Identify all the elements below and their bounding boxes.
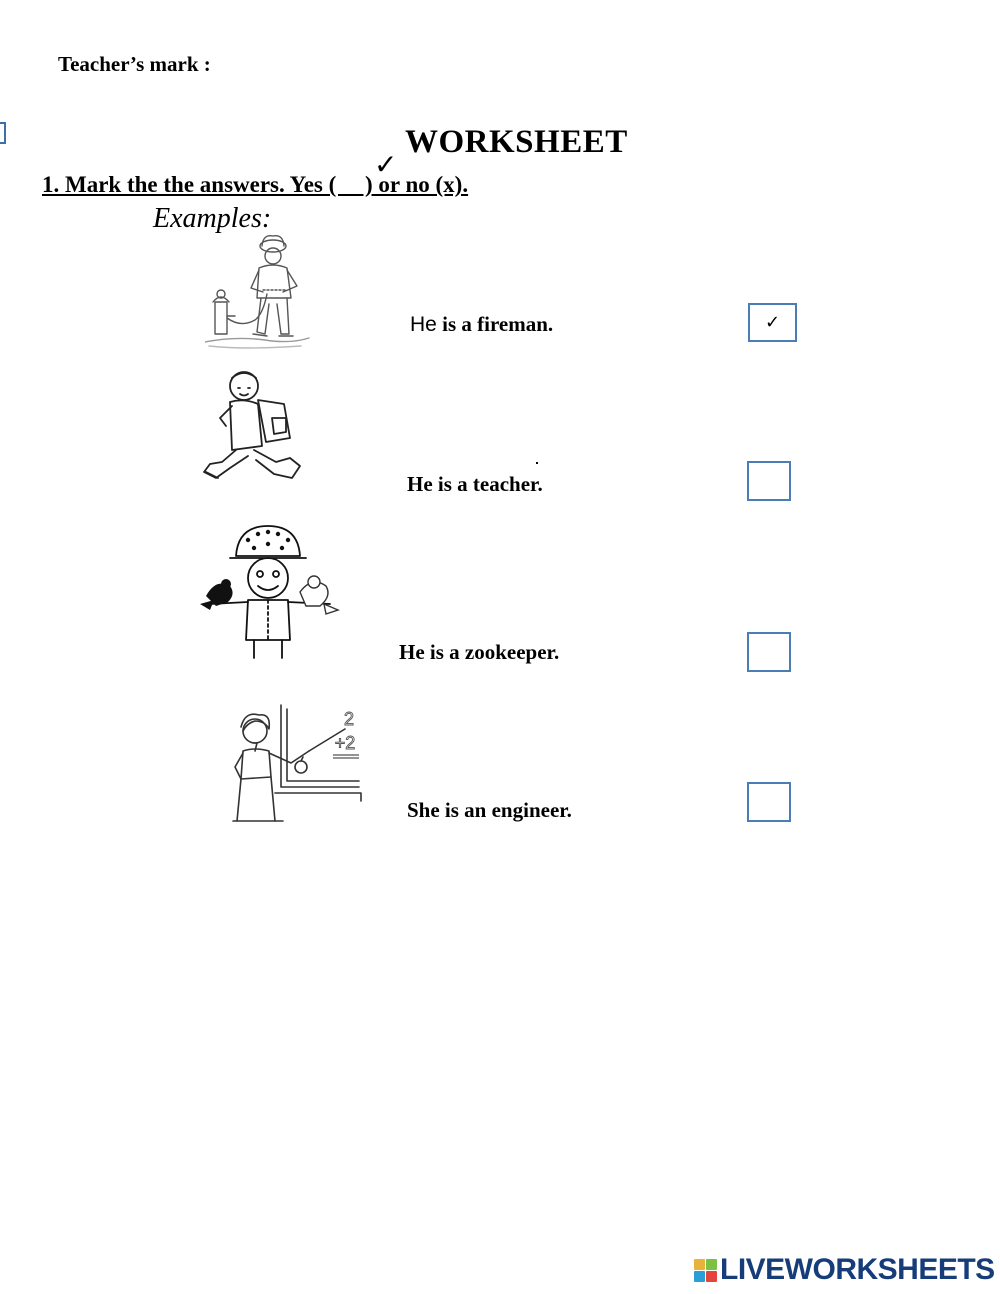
schoolboy-illustration [196, 366, 306, 492]
answer-box-engineer[interactable] [747, 782, 791, 822]
sentence-fireman-rest: is a fireman. [436, 312, 554, 336]
checkmark-icon: ✓ [764, 312, 781, 333]
logo-square-l [694, 1259, 705, 1270]
answer-box-zookeeper[interactable] [747, 632, 791, 672]
zookeeper-illustration [196, 520, 342, 660]
instruction-text: 1. Mark the the answers. Yes ( ) or no (x). [42, 172, 469, 197]
logo-square-v [694, 1271, 705, 1282]
liveworksheets-logo-icon [694, 1259, 717, 1282]
logo-square-i [706, 1259, 717, 1270]
liveworksheets-brand [694, 1253, 995, 1287]
board-number-bottom: +2 [334, 733, 356, 753]
logo-square-e [706, 1271, 717, 1282]
examples-label: Examples: [153, 203, 272, 234]
stray-dot [536, 462, 538, 464]
worksheet-title: WORKSHEET [405, 124, 628, 160]
sentence-zookeeper: He is a zookeeper. [399, 640, 560, 664]
teachers-mark-label: Teacher’s mark : [58, 52, 211, 76]
fireman-illustration [205, 234, 315, 352]
sentence-teacher: He is a teacher. [407, 472, 543, 496]
board-number-top: 2 [343, 709, 355, 729]
answer-box-teacher[interactable] [747, 461, 791, 501]
answer-box-fireman[interactable] [748, 303, 797, 342]
yes-checkmark-icon: ✓ [374, 148, 398, 181]
sentence-engineer: She is an engineer. [407, 798, 572, 822]
teacher-blackboard-illustration [225, 703, 365, 827]
sentence-fireman-prefix: He [410, 313, 437, 336]
sentence-fireman [410, 312, 553, 337]
edge-input-box[interactable] [0, 122, 6, 144]
brand-name: LIVEWORKSHEETS [720, 1253, 995, 1286]
